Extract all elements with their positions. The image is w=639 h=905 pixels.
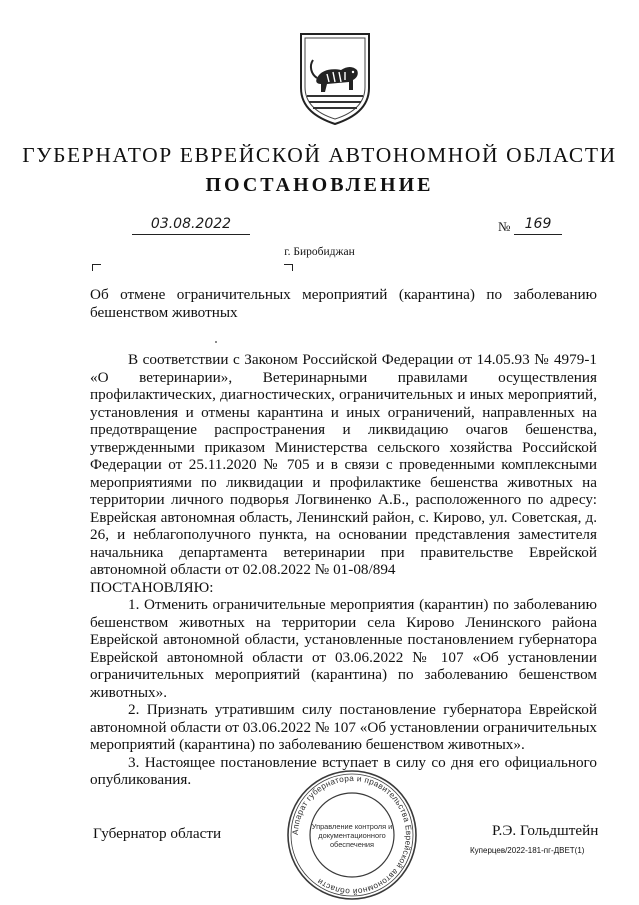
governor-title: ГУБЕРНАТОР ЕВРЕЙСКОЙ АВТОНОМНОЙ ОБЛАСТИ xyxy=(22,143,617,167)
document-registry-code: Куперцев/2022-181-пг-ДВЕТ(1) xyxy=(470,846,585,855)
document-number: 169 xyxy=(514,216,562,235)
document-body xyxy=(90,351,597,789)
decree-item-3: 3. Настоящее постановление вступает в силу со дня его официального опубликования. xyxy=(90,753,597,788)
official-stamp xyxy=(285,768,419,902)
decree-word: ПОСТАНОВЛЯЮ: xyxy=(90,578,214,596)
stamp-outer-text: Аппарат губернатора и правительства Еврейской автономной области xyxy=(290,773,414,897)
decree-item-2: 2. Признать утратившим силу постановление губернатора Еврейской автономной области от 03.06.2022 № 107 «Об установлении ограничительных мероприятий (карантина) по заболеванию бешенством животных». xyxy=(90,701,597,753)
subject-corner-left xyxy=(92,264,101,271)
document-date: 03.08.2022 xyxy=(132,216,250,235)
stamp-inner-line-3: обеспечения xyxy=(329,840,375,849)
stamp-inner-line-1: Управление контроля и xyxy=(311,822,393,831)
stamp-inner-line-2: документационного xyxy=(318,831,386,840)
signatory-name: Р.Э. Гольдштейн xyxy=(492,822,599,839)
document-type-heading: ПОСТАНОВЛЕНИЕ xyxy=(205,174,434,196)
signatory-title: Губернатор области xyxy=(93,825,222,842)
number-label: № xyxy=(498,219,511,234)
preamble-paragraph: В соответствии с Законом Российской Федерации от 14.05.93 № 4979-1 «О ветеринарии», Ветеринарными правилами осуществления профилактических, диагностических, ограничительных и иных мероприятий, установления и отмены карантина и иных ограничений, направленных на предотвращение распространения и ликвидацию очагов бешенства, утвержденными приказом Министерства сельского хозяйства Российской Федерации от 25.11.2020 № 705 и в связи с проведенными комплексными мероприятиями по ликвидации и профилактике бешенства животных на территории личного подворья Логвиненко А.Б., расположенного по адресу: Еврейская автономная область, Ленинский район, с. Кирово, ул. Советская, д. 26, и неблагополучного пункта, на основании представления заместителя начальника департамента ветеринарии при правительстве Еврейской автономной области от 02.08.2022 № 01-08/894 xyxy=(90,351,597,578)
scan-dot xyxy=(215,341,217,343)
subject-corner-right xyxy=(284,264,293,271)
city-label: г. Биробиджан xyxy=(284,246,355,258)
decree-item-1: 1. Отменить ограничительные мероприятия (карантин) по заболеванию бешенством животных на территории села Кирово Ленинского района Еврейской автономной области, установленные постановлением губернатора Еврейской автономной области от 03.06.2022 № 107 «Об установлении ограничительных мероприятий (карантина) по заболеванию бешенством животных». xyxy=(90,596,597,701)
coat-of-arms-tiger-icon xyxy=(297,30,373,126)
document-subject: Об отмене ограничительных мероприятий (карантина) по заболеванию бешенством животных xyxy=(90,286,597,321)
